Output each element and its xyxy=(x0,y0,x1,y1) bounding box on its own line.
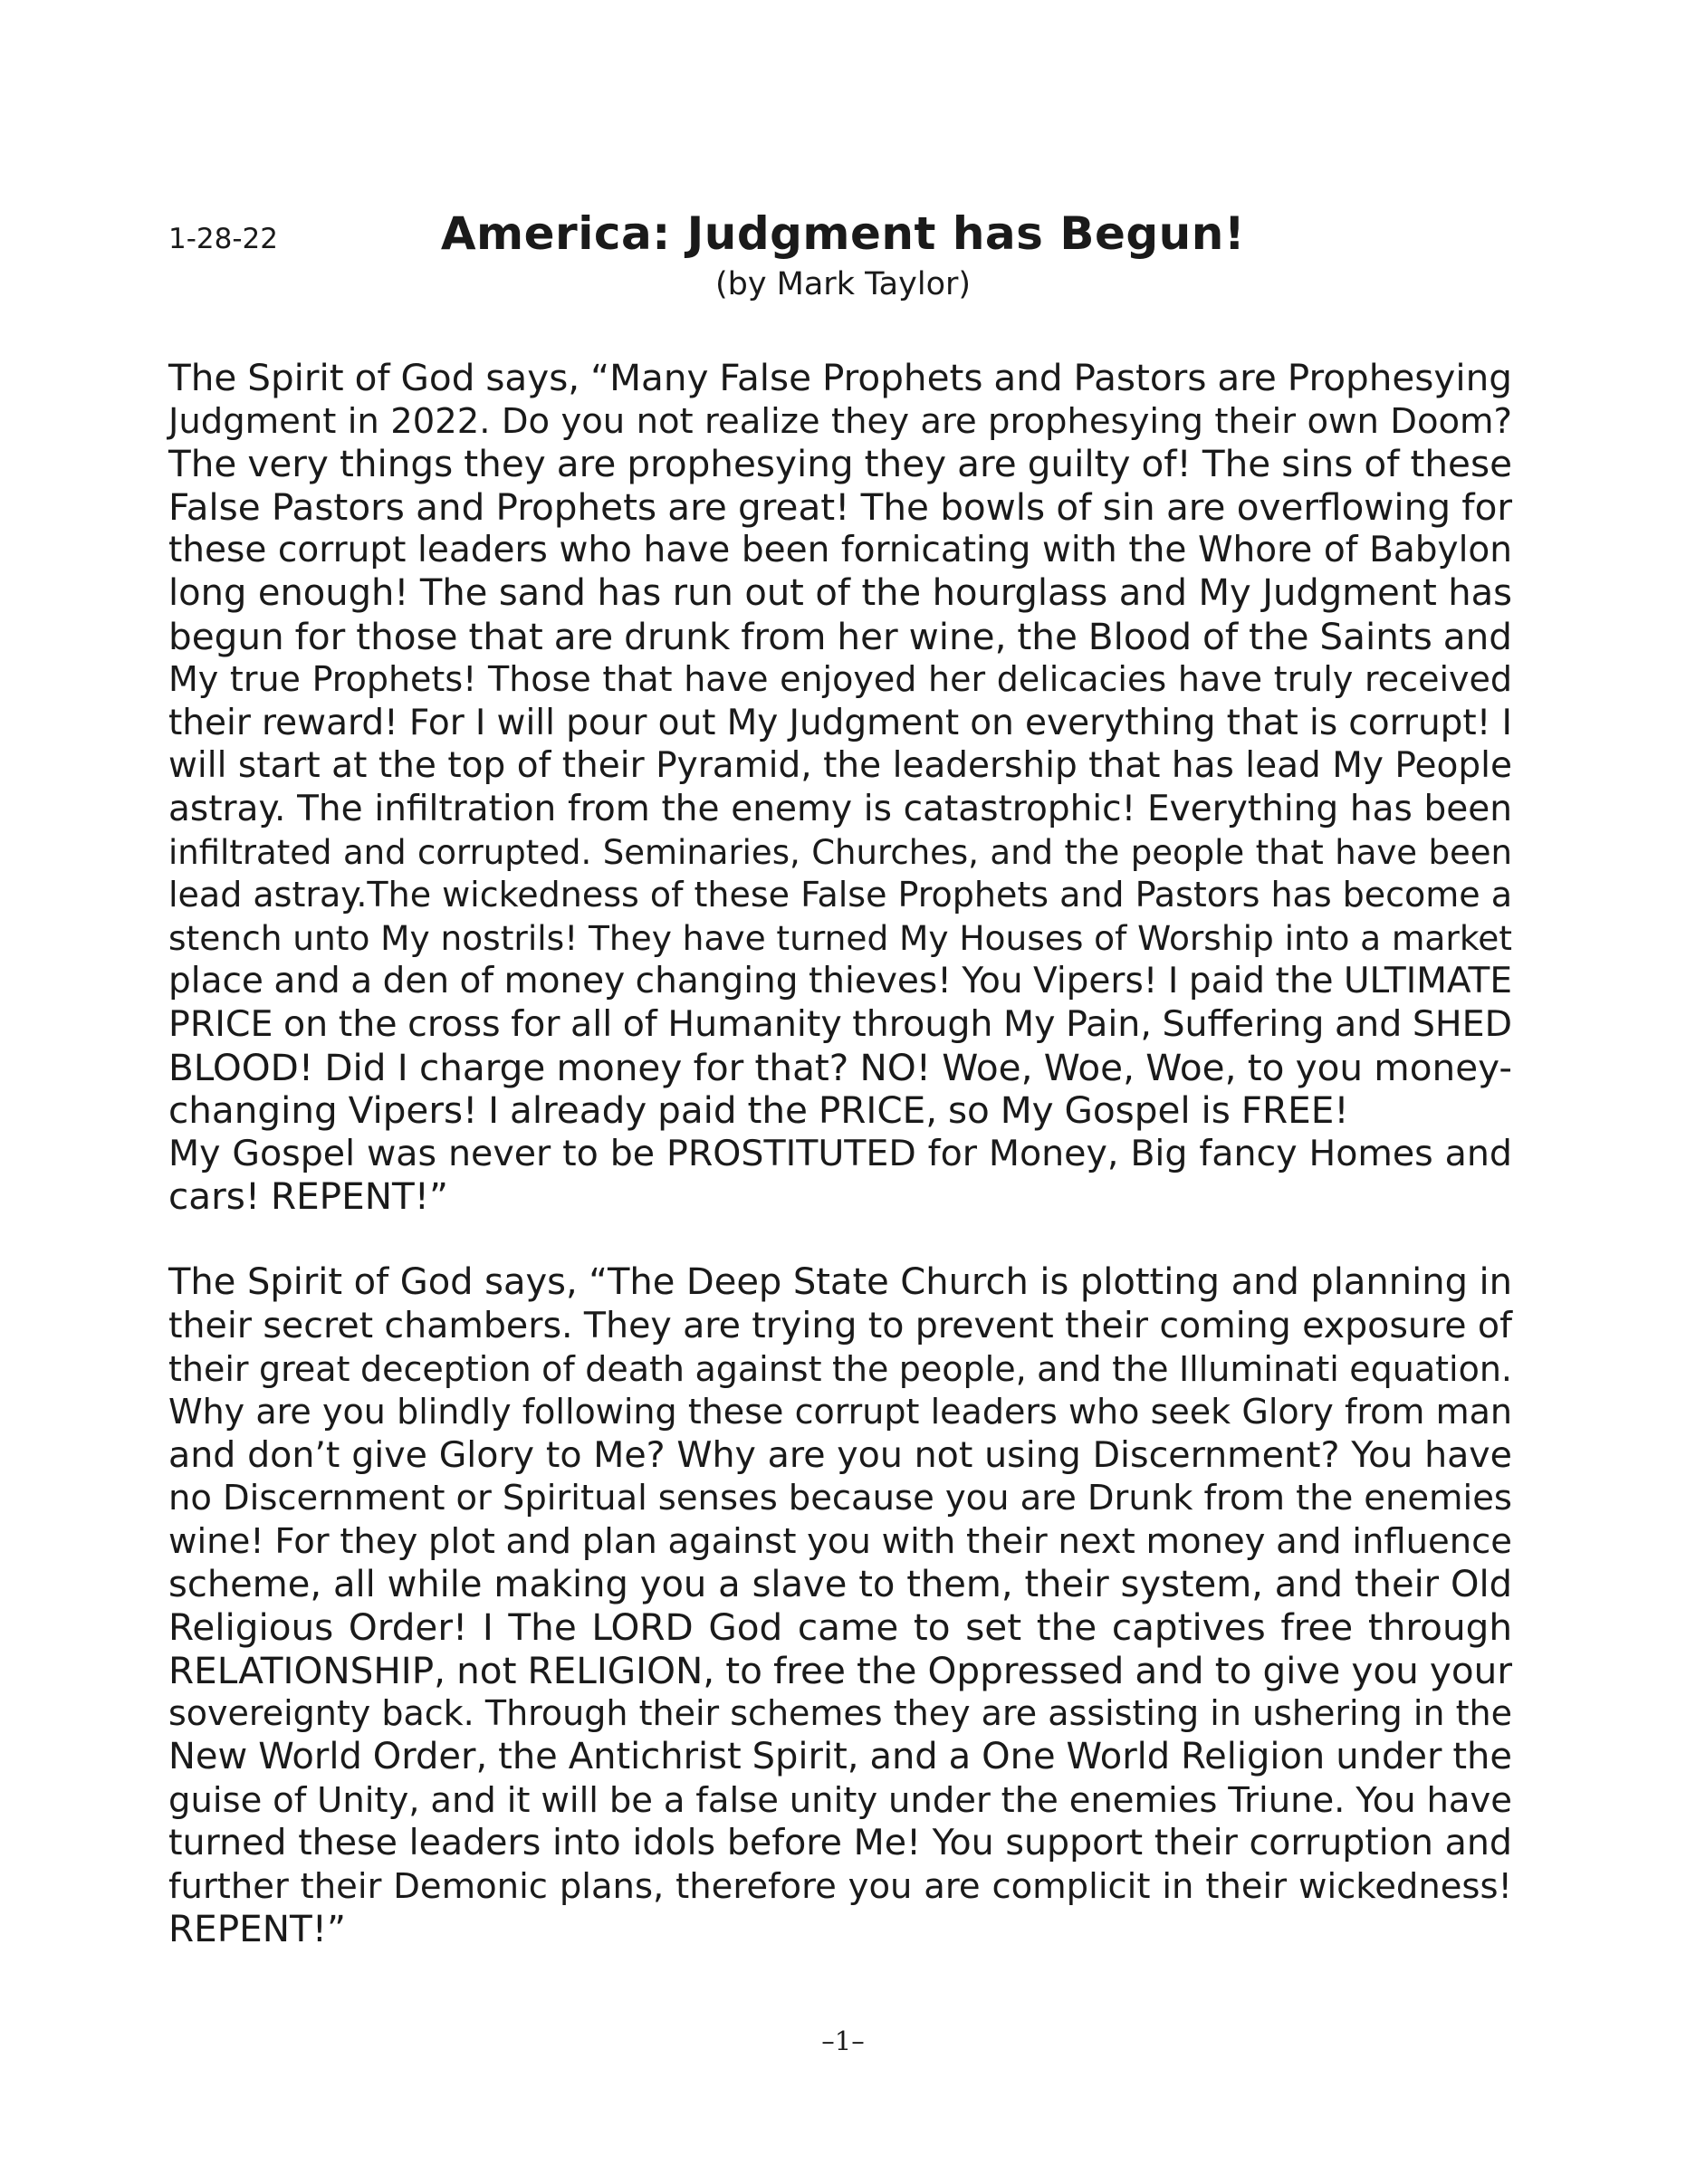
text-line: False Pastors and Prophets are great! The bowls of sin are overflowing for xyxy=(168,484,1512,529)
text-line: My Gospel was never to be PROSTITUTED for Money, Big fancy Homes and xyxy=(168,1132,1512,1174)
text-line: no Discernment or Spiritual senses because you are Drunk from the enemies xyxy=(168,1478,1512,1519)
text-line: infiltrated and corrupted. Seminaries, Churches, and the people that have been xyxy=(168,832,1512,872)
text-line: astray. The infiltration from the enemy is catastrophic! Everything has been xyxy=(168,788,1512,829)
text-line: further their Demonic plans, therefore you are complicit in their wickedness! xyxy=(168,1865,1512,1907)
text-line: sovereignty back. Through their schemes they are assisting in ushering in the xyxy=(168,1693,1512,1734)
text-line: The Spirit of God says, “The Deep State Church is plotting and planning in xyxy=(168,1261,1512,1304)
paragraph-1 xyxy=(168,357,1512,1133)
text-line: their secret chambers. They are trying to prevent their coming exposure of xyxy=(168,1305,1512,1347)
text-line: REPENT!” xyxy=(168,1907,346,1951)
text-line: begun for those that are drunk from her wine, the Blood of the Saints and xyxy=(168,614,1512,658)
text-line: scheme, all while making you a slave to them, their system, and their Old xyxy=(168,1563,1512,1605)
paragraph-2 xyxy=(168,1133,1512,1219)
page-number: –1– xyxy=(821,2026,865,2056)
text-line: place and a den of money changing thieves! You Vipers! I paid the ULTIMATE xyxy=(168,961,1512,1002)
text-line: Religious Order! I The LORD God came to set the captives free through xyxy=(168,1605,1512,1650)
text-line: RELATIONSHIP, not RELIGION, to free the Oppressed and to give you your xyxy=(168,1648,1512,1692)
text-line: and don’t give Glory to Me? Why are you not using Discernment? You have xyxy=(168,1433,1512,1476)
text-line: stench unto My nostrils! They have turned My Houses of Worship into a market xyxy=(168,917,1512,958)
text-line: will start at the top of their Pyramid, the leadership that has lead My People xyxy=(168,745,1512,787)
paragraph-3 xyxy=(168,1261,1512,1951)
text-line: New World Order, the Antichrist Spirit, and a One World Religion under the xyxy=(168,1736,1512,1777)
text-line: changing Vipers! I already paid the PRICE, so My Gospel is FREE! xyxy=(168,1088,1349,1133)
text-line: cars! REPENT!” xyxy=(168,1174,448,1219)
text-line: wine! For they plot and plan against you with their next money and influence xyxy=(168,1521,1512,1563)
text-line: My true Prophets! Those that have enjoyed her delicacies have truly received xyxy=(168,659,1512,700)
paragraph-gap xyxy=(168,1219,1512,1262)
text-line: these corrupt leaders who have been fornicating with the Whore of Babylon xyxy=(168,530,1512,571)
text-line: Why are you blindly following these corrupt leaders who seek Glory from man xyxy=(168,1392,1512,1432)
text-line: turned these leaders into idols before Me! You support their corruption and xyxy=(168,1822,1512,1864)
text-line: The Spirit of God says, “Many False Prophets and Pastors are Prophesying xyxy=(168,356,1512,399)
text-line: PRICE on the cross for all of Humanity through My Pain, Suffering and SHED xyxy=(168,1002,1512,1045)
document-date: 1-28-22 xyxy=(168,223,278,255)
document-byline: (by Mark Taylor) xyxy=(714,266,972,302)
text-line: BLOOD! Did I charge money for that? NO! Woe, Woe, Woe, to you money- xyxy=(168,1045,1512,1089)
text-line: Judgment in 2022. Do you not realize they are prophesying their own Doom? xyxy=(168,400,1512,442)
document-body xyxy=(168,357,1512,1951)
text-line: guise of Unity, and it will be a false unity under the enemies Triune. You have xyxy=(168,1779,1512,1821)
text-line: long enough! The sand has run out of the hourglass and My Judgment has xyxy=(168,571,1512,614)
text-line: The very things they are prophesying they are guilty of! The sins of these xyxy=(168,442,1512,486)
text-line: their great deception of death against the people, and the Illuminati equation. xyxy=(168,1348,1512,1389)
text-line: lead astray.The wickedness of these False Prophets and Pastors has become a xyxy=(168,875,1512,915)
text-line: their reward! For I will pour out My Judgment on everything that is corrupt! I xyxy=(168,702,1512,743)
document-title: America: Judgment has Begun! xyxy=(440,207,1246,260)
